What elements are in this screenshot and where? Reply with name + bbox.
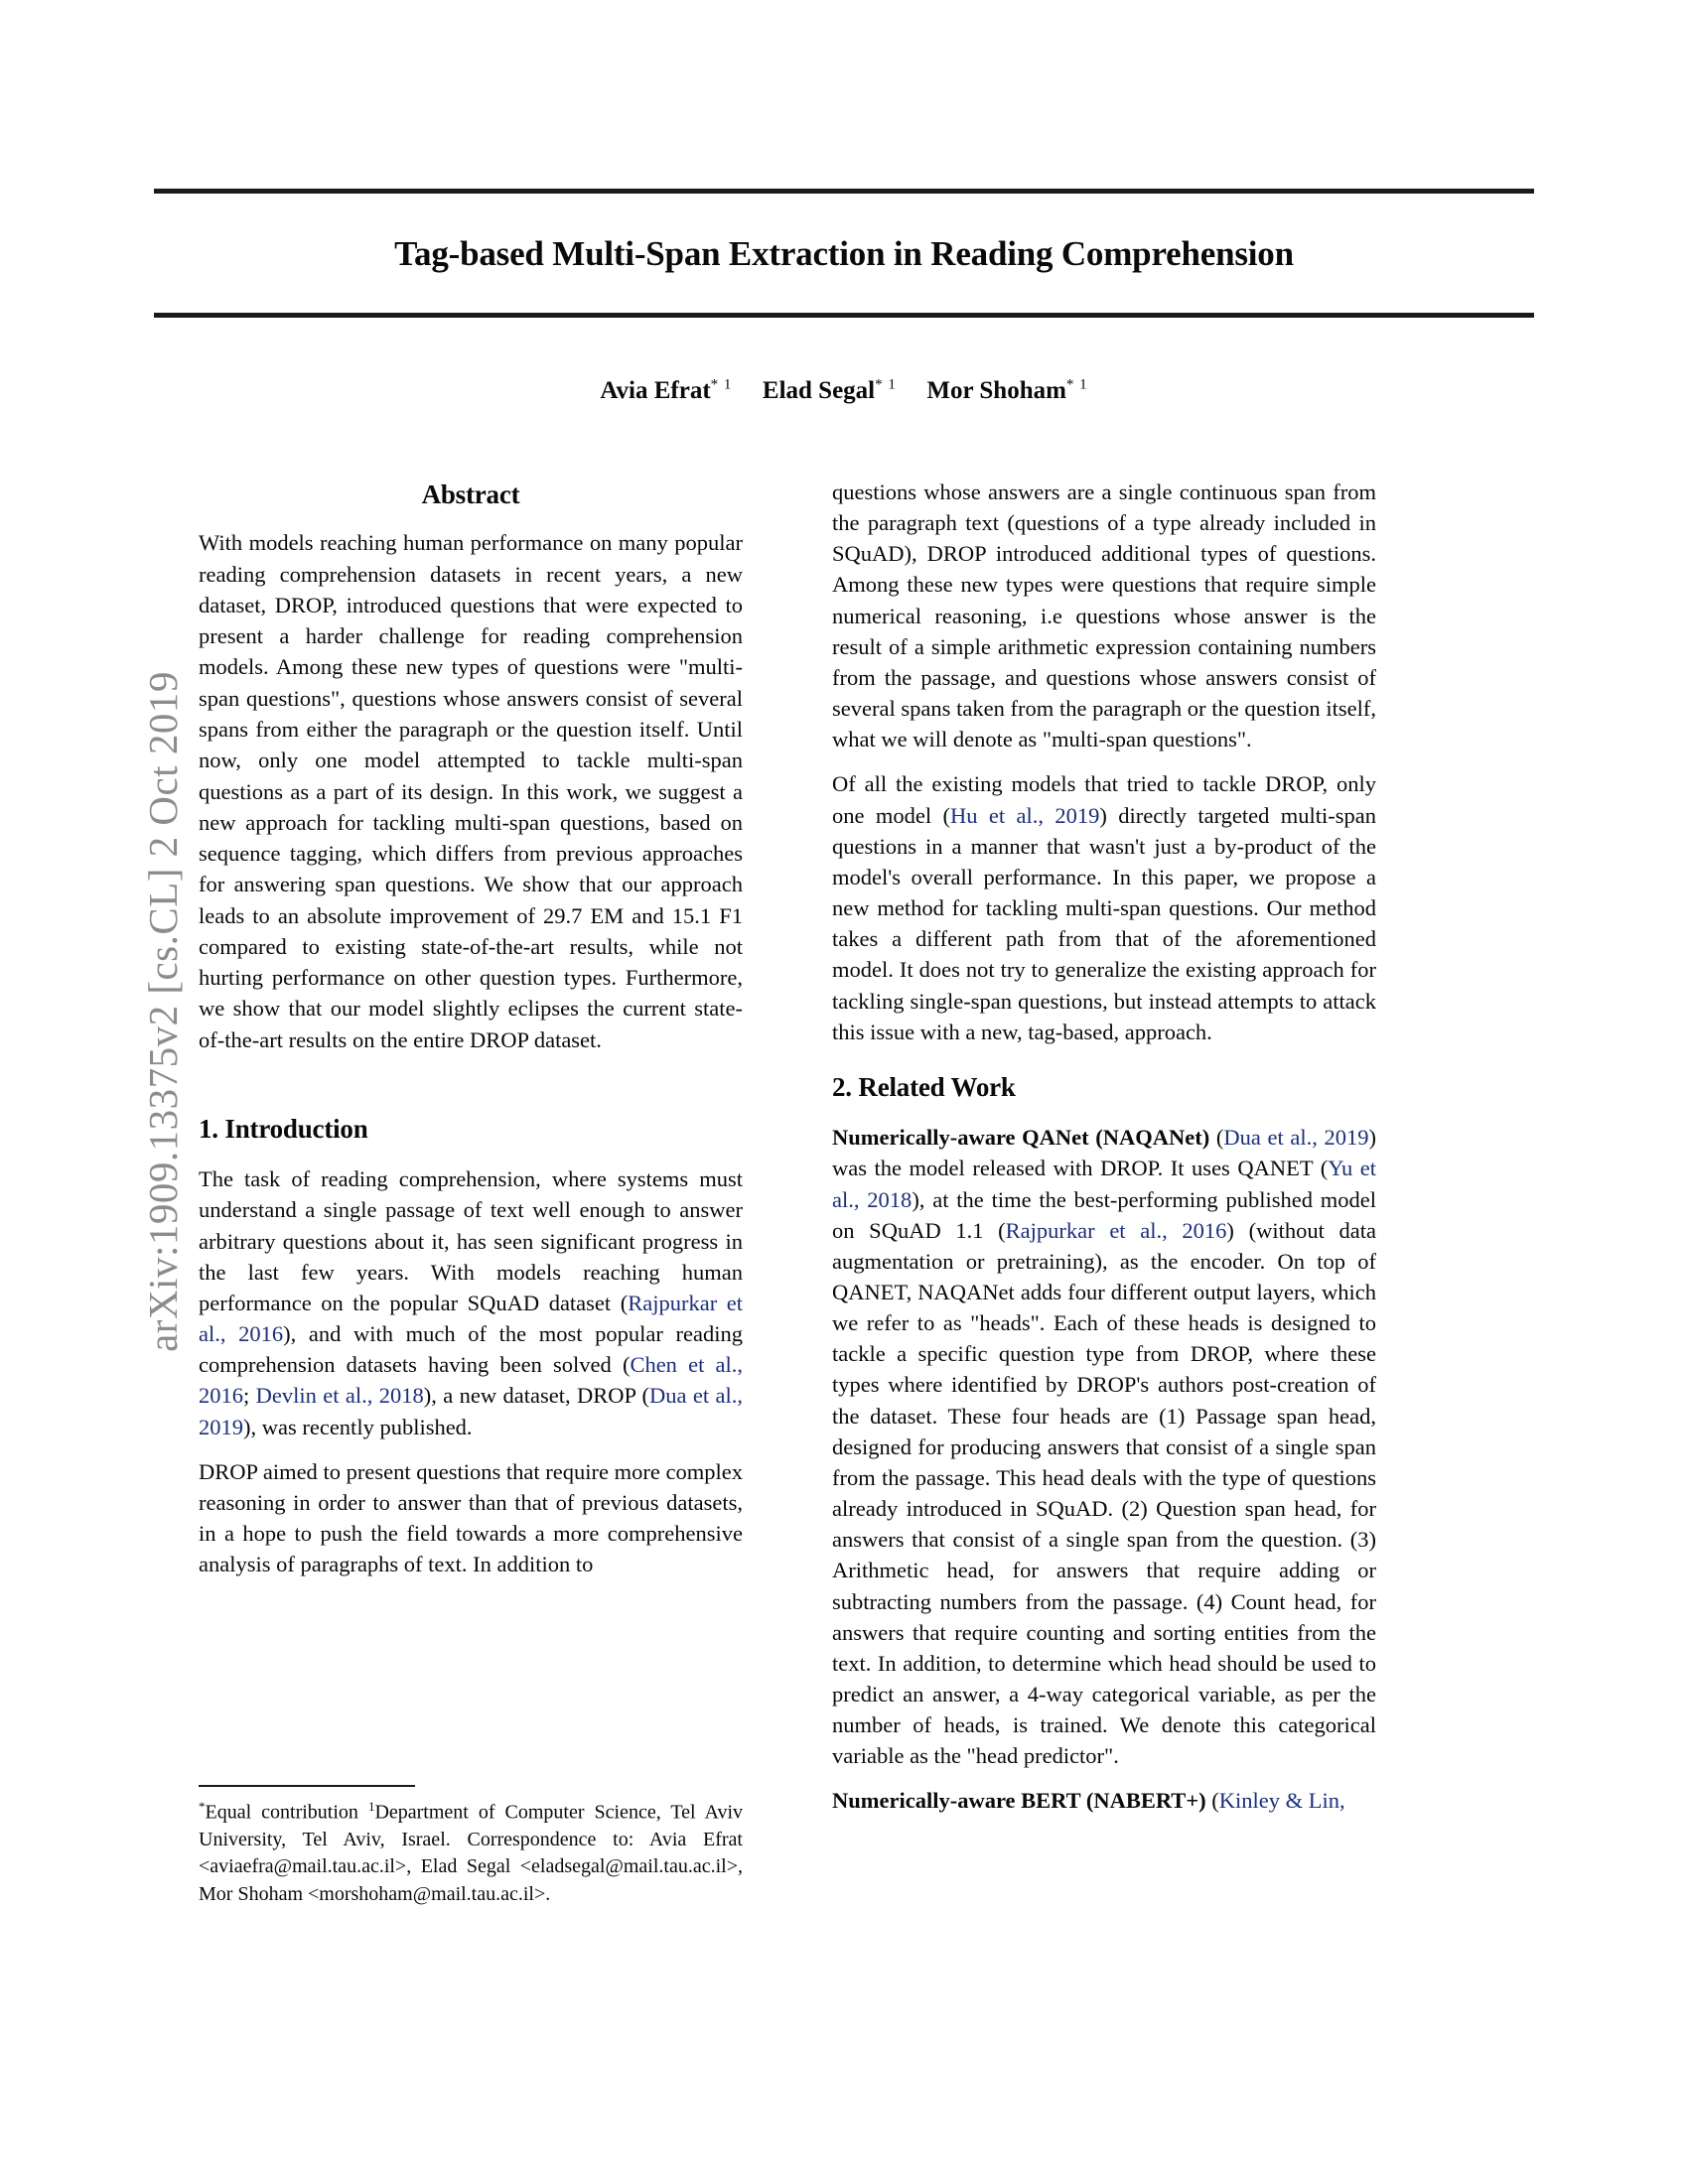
run-in-heading: Numerically-aware QANet (NAQANet) xyxy=(832,1125,1210,1151)
footnote-rule xyxy=(199,1785,415,1787)
paragraph-naqanet: Numerically-aware QANet (NAQANet) (Dua et al., 2019) was the model released with DROP. It uses QANET (Yu et al., 2018), at the time the best-performing published model on SQuAD 1.1 (Rajpurkar et al., 2016) (without data augmentation or pretraining), as the encoder. On top of QANET, NAQANet adds four different output layers, which we refer to as "heads". Each of these heads is designed to tackle a specific question type from DROP, where these types where identified by DROP's authors post-creation of the dataset. These four heads are (1) Passage span head, designed for producing answers that consist of a single span from the passage. This head deals with the type of questions already introduced in SQuAD. (2) Question span head, for answers that consist of a single span from the question. (3) Arithmetic head, for answers that require adding or subtracting numbers from the passage. (4) Count head, for answers that require counting and sorting entities from the text. In addition, to determine which head should be used to predict an answer, a 4-way categorical variable, as per the number of heads, is trained. We denote this categorical variable as the "head predictor". xyxy=(832,1125,1377,1769)
author-name: Mor Shoham xyxy=(926,377,1066,405)
paragraph-intro-continued-2: Of all the existing models that tried to tackle DROP, only one model (Hu et al., 2019) directly targeted multi-span questions in a manner that wasn't just a by-product of the model's overall performance. In this paper, we propose a new method for tackling multi-span questions. Our method takes a different path from that of the aforementioned model. It does not try to generalize the existing approach for tackling single-span questions, but instead attempts to attack this issue with a new, tag-based, approach. xyxy=(832,771,1376,1044)
citation-link[interactable]: Kinley & Lin, xyxy=(1218,1788,1345,1814)
paragraph-intro-1: The task of reading comprehension, where systems must understand a single passage of text well enough to answer arbitrary questions about it, has seen significant progress in the last few years. With models reaching human performance on the popular SQuAD dataset (Rajpurkar et al., 2016), and with much of the most popular reading comprehension datasets having been solved (Chen et al., 2016; Devlin et al., 2018), a new dataset, DROP (Dua et al., 2019), was recently published. xyxy=(199,1166,743,1439)
title-rule-top xyxy=(154,189,1534,194)
footnote-marker: 1 xyxy=(367,1799,375,1814)
title-block xyxy=(154,189,1534,318)
citation-link[interactable]: Rajpurkar et al., 2016 xyxy=(1005,1217,1227,1243)
abstract-text: With models reaching human performance on many popular reading comprehension datasets in recent years, a new dataset, DROP, introduced questions that were expected to present a harder challenge for reading comprehension models. Among these new types of questions were "multi-span questions", questions whose answers consist of several spans from either the paragraph or the question itself. Until now, only one model attempted to tackle multi-span questions as a part of its design. In this work, we suggest a new approach for tackling multi-span questions, based on sequence tagging, which differs from previous approaches for answering span questions. We show that our approach leads to an absolute improvement of 29.7 EM and 15.1 F1 compared to existing state-of-the-art results, while not hurting performance on other question types. Furthermore, we show that our model slightly eclipses the current state-of-the-art results on the entire DROP dataset. xyxy=(199,530,743,1052)
right-column xyxy=(832,477,1376,1831)
title-rule-bottom xyxy=(154,313,1534,318)
footnote-text: *Equal contribution $^1$Department of Computer Science, Tel Aviv University, Tel Aviv, Israel. Correspondence to: Avia Efrat <aviaefra@mail.tau.ac.il>, Elad Segal <eladsegal@mail.tau.ac.il>, Mor Shoham <morshoham@mail.tau.ac.il>. xyxy=(199,1799,744,1905)
citation-link[interactable]: Dua et al., 2019 xyxy=(1223,1125,1369,1151)
citation-link[interactable]: Hu et al., 2019 xyxy=(949,802,1100,828)
citation-link[interactable]: Dua et al., 2019 xyxy=(199,1383,743,1439)
section-heading-introduction: 1. Introduction xyxy=(199,1113,368,1144)
citation-link[interactable]: Devlin et al., 2018 xyxy=(255,1383,424,1409)
footnote-marker: * xyxy=(199,1799,206,1814)
paragraph-nabert: Numerically-aware BERT (NABERT+) (Kinley & Lin, xyxy=(832,1788,1345,1814)
abstract-heading: Abstract xyxy=(421,479,520,509)
author-affiliation-marker: * 1 xyxy=(875,377,897,393)
author-affiliation-marker: * 1 xyxy=(1065,377,1088,393)
citation-link[interactable]: Yu et al., 2018 xyxy=(832,1156,1376,1212)
author-name: Avia Efrat xyxy=(600,377,711,405)
author-list xyxy=(154,377,1534,405)
paragraph-intro-continued-1: questions whose answers are a single continuous span from the paragraph text (questions of a type already included in SQuAD), DROP introduced additional types of questions. Among these new types were questions that require simple numerical reasoning, i.e questions whose answer is the result of a simple arithmetic expression containing numbers from the passage, and questions whose answers consist of several spans taken from the paragraph or the question itself, what we will denote as "multi-span questions". xyxy=(832,479,1376,752)
left-column xyxy=(199,477,743,1593)
run-in-heading: Numerically-aware BERT (NABERT+) xyxy=(832,1788,1206,1814)
footnote-block xyxy=(199,1785,743,1908)
author-entry xyxy=(920,377,1088,404)
citation-link[interactable]: Chen et al., 2016 xyxy=(199,1352,743,1409)
citation-link[interactable]: Rajpurkar et al., 2016 xyxy=(199,1290,743,1347)
author-name: Elad Segal xyxy=(762,377,876,405)
section-heading-related-work: 2. Related Work xyxy=(832,1071,1016,1102)
author-entry xyxy=(757,377,903,404)
page-title: Tag-based Multi-Span Extraction in Reading Comprehension xyxy=(394,234,1294,273)
arxiv-identifier-stamp: arXiv:1909.13375v2 [cs.CL] 2 Oct 2019 xyxy=(140,671,186,1352)
paragraph-intro-2: DROP aimed to present questions that require more complex reasoning in order to answer than that of previous datasets, in a hope to push the field towards a more comprehensive analysis of paragraphs of text. In addition to xyxy=(199,1458,743,1577)
author-affiliation-marker: * 1 xyxy=(710,377,733,393)
author-entry xyxy=(600,377,738,404)
